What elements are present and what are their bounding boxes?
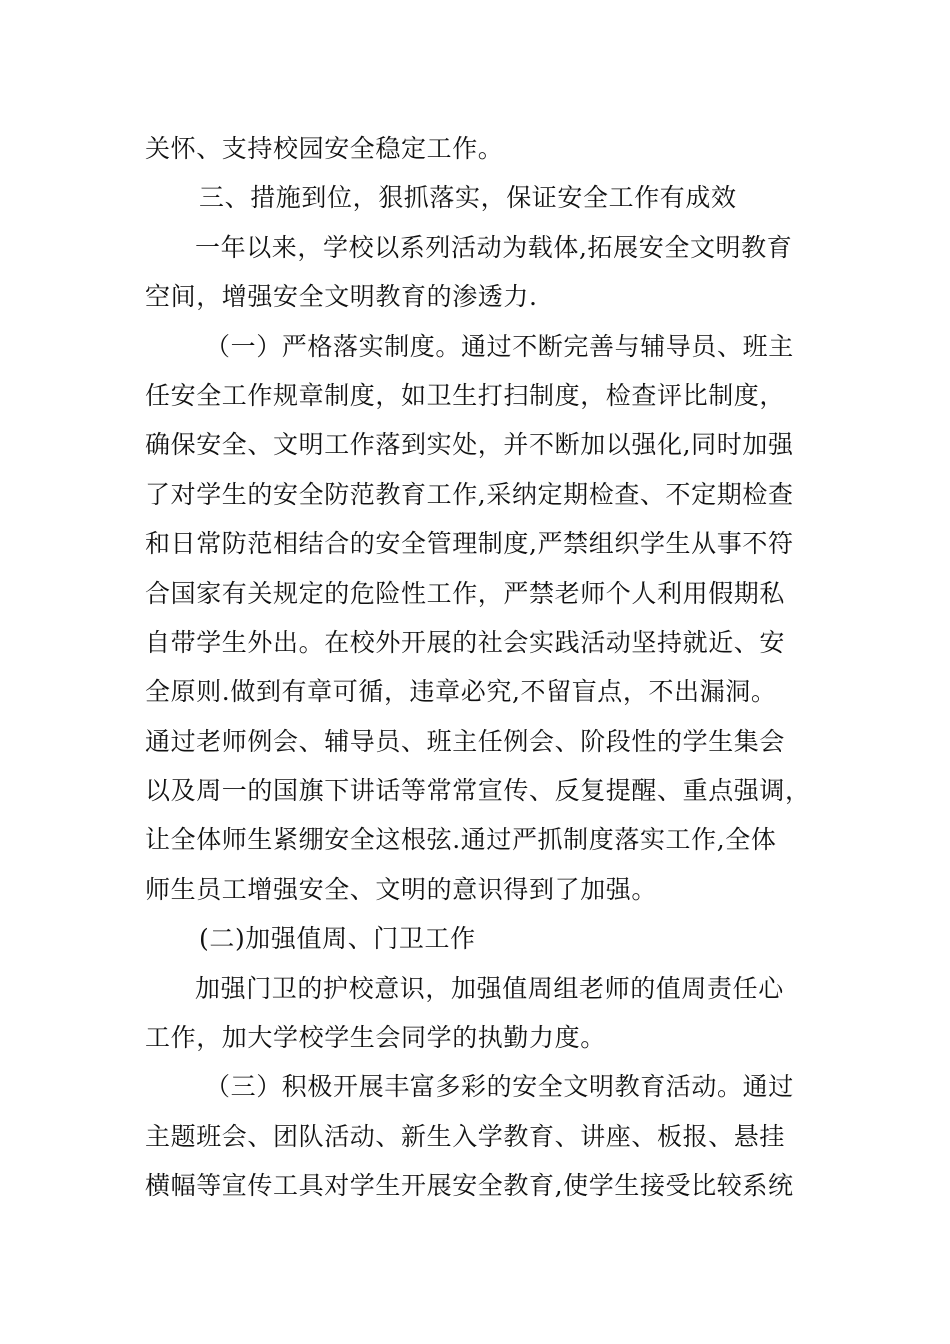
- text-line: 工作，加大学校学生会同学的执勤力度。: [145, 1023, 606, 1053]
- text-line: 关怀、支持校园安全稳定工作。: [145, 134, 504, 163]
- section-heading: 三、措施到位，狠抓落实，保证安全工作有成效: [199, 183, 737, 213]
- text-line: 师生员工增强安全、文明的意识得到了加强。: [145, 874, 658, 904]
- text-line: 横幅等宣传工具对学生开展安全教育,使学生接受比较系统: [145, 1171, 794, 1201]
- text-line: 任安全工作规章制度，如卫生打扫制度，检查评比制度，: [145, 380, 786, 410]
- text-line: 以及周一的国旗下讲话等常常宣传、反复提醒、重点强调，: [145, 776, 811, 806]
- text-line: 了对学生的安全防范教育工作,采纳定期检查、不定期检查: [145, 479, 794, 509]
- text-line: （一）严格落实制度。通过不断完善与辅导员、班主: [205, 331, 794, 361]
- text-line: 确保安全、文明工作落到实处，并不断加以强化,同时加强: [145, 430, 794, 460]
- text-line: 通过老师例会、辅导员、班主任例会、阶段性的学生集会: [145, 726, 786, 756]
- section-heading: (二)加强值周、门卫工作: [199, 924, 476, 954]
- text-line: 全原则.做到有章可循，违章必究,不留盲点，不出漏洞。: [145, 677, 777, 707]
- text-line: 自带学生外出。在校外开展的社会实践活动坚持就近、安: [145, 627, 786, 657]
- text-line: 主题班会、团队活动、新生入学教育、讲座、板报、悬挂: [145, 1121, 786, 1151]
- text-line: 空间，增强安全文明教育的渗透力.: [145, 282, 538, 312]
- text-line: 一年以来，学校以系列活动为载体,拓展安全文明教育: [195, 232, 793, 262]
- text-line: 和日常防范相结合的安全管理制度,严禁组织学生从事不符: [145, 529, 794, 559]
- document-body: [145, 124, 810, 1211]
- text-line: 让全体师生紧绷安全这根弦.通过严抓制度落实工作,全体: [145, 825, 777, 855]
- text-line: （三）积极开展丰富多彩的安全文明教育活动。通过: [205, 1072, 794, 1102]
- text-line: 合国家有关规定的危险性工作，严禁老师个人利用假期私: [145, 578, 786, 608]
- text-line: 加强门卫的护校意识，加强值周组老师的值周责任心: [195, 973, 784, 1003]
